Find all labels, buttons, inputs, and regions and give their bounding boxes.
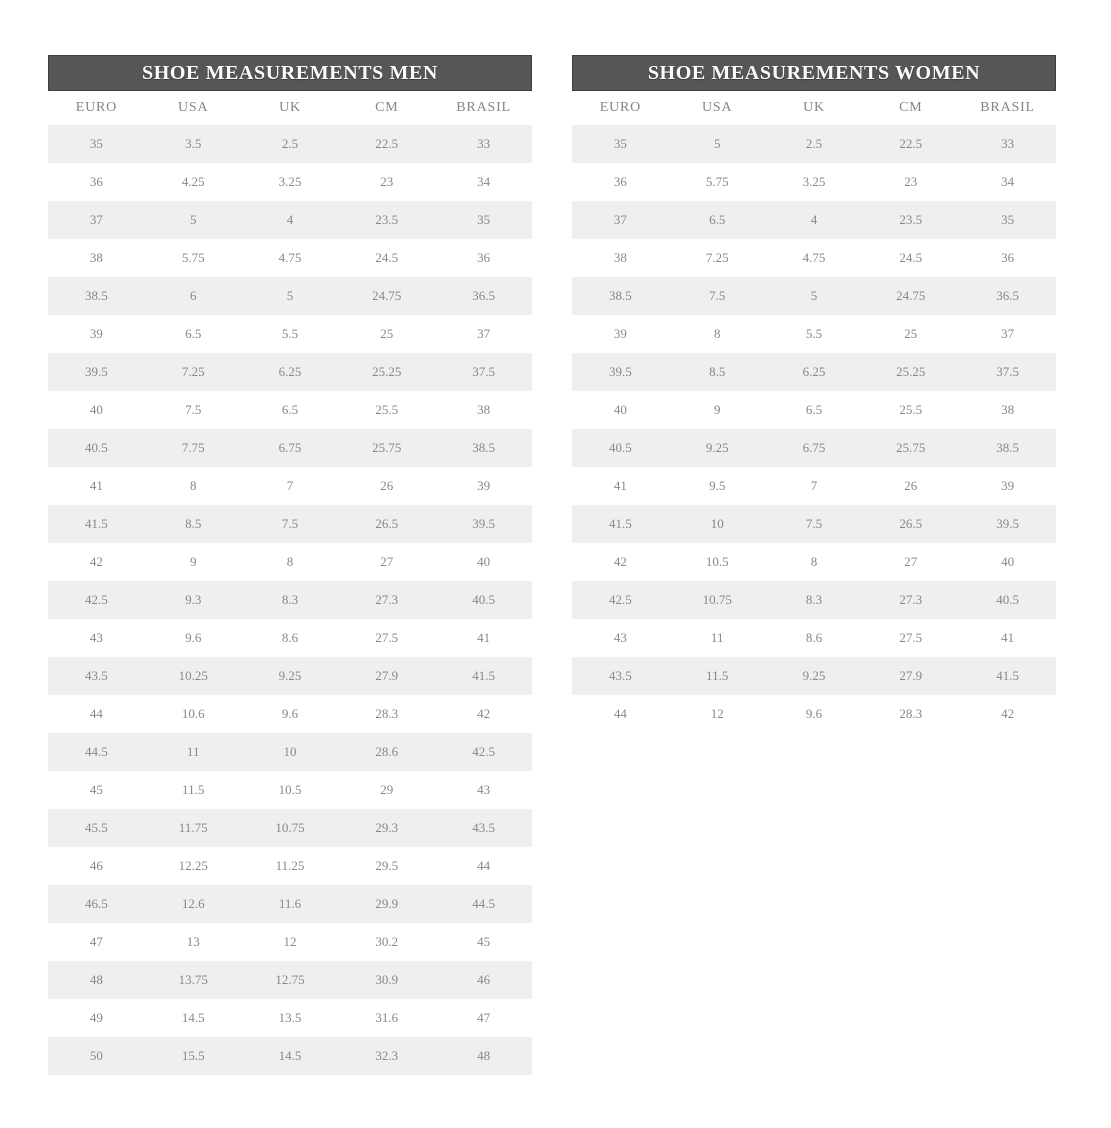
column-header-euro: EURO xyxy=(75,100,118,115)
table-cell: 8 xyxy=(713,326,721,341)
table-row xyxy=(572,201,1056,239)
table-cell: 7 xyxy=(810,478,818,493)
table-cell: 23.5 xyxy=(899,212,923,227)
table-cell: 9.25 xyxy=(802,668,826,683)
table-cell: 29.9 xyxy=(375,896,399,911)
table-row xyxy=(572,695,1056,733)
table-row xyxy=(572,467,1056,505)
table-cell: 24.5 xyxy=(899,250,923,265)
table-cell: 26.5 xyxy=(375,516,399,531)
table-cell: 44.5 xyxy=(85,744,108,759)
table-cell: 25.5 xyxy=(375,402,399,417)
table-cell: 7.75 xyxy=(181,440,205,455)
table-cell: 42 xyxy=(1001,706,1015,721)
table-cell: 24.75 xyxy=(896,288,926,303)
table-cell: 48 xyxy=(477,1048,491,1063)
table-cell: 6.5 xyxy=(281,402,299,417)
table-cell: 35 xyxy=(89,136,103,151)
table-cell: 10.25 xyxy=(178,668,208,683)
table-cell: 12.75 xyxy=(275,972,305,987)
table-row xyxy=(572,239,1056,277)
table-cell: 13.75 xyxy=(178,972,208,987)
table-cell: 39.5 xyxy=(996,516,1019,531)
table-cell: 28.3 xyxy=(375,706,399,721)
table-cell: 10.6 xyxy=(181,706,205,721)
table-cell: 36 xyxy=(89,174,103,189)
table-cell: 26 xyxy=(904,478,918,493)
table-row xyxy=(48,961,532,999)
table-cell: 24.75 xyxy=(372,288,402,303)
table-cell: 29 xyxy=(380,782,394,797)
table-cell: 41.5 xyxy=(85,516,108,531)
table-cell: 47 xyxy=(477,1010,491,1025)
table-cell: 5 xyxy=(286,288,294,303)
table-cell: 39 xyxy=(1001,478,1015,493)
table-cell: 14.5 xyxy=(181,1010,205,1025)
table-cell: 45 xyxy=(89,782,103,797)
table-cell: 38 xyxy=(1001,402,1015,417)
table-cell: 7.5 xyxy=(709,288,726,303)
column-header-brasil: BRASIL xyxy=(456,100,511,115)
table-cell: 10.5 xyxy=(705,554,729,569)
column-header-euro: EURO xyxy=(599,100,642,115)
table-cell: 41 xyxy=(477,630,491,645)
table-cell: 4.25 xyxy=(181,174,205,189)
table-cell: 25.25 xyxy=(896,364,926,379)
table-cell: 10.75 xyxy=(275,820,305,835)
table-cell: 41.5 xyxy=(609,516,632,531)
table-cell: 8.3 xyxy=(805,592,823,607)
table-row xyxy=(572,619,1056,657)
table-cell: 33 xyxy=(477,136,491,151)
table-cell: 37 xyxy=(613,212,627,227)
header-row xyxy=(572,91,1056,125)
table-cell: 40 xyxy=(613,402,627,417)
table-cell: 8.6 xyxy=(805,630,823,645)
table-cell: 42 xyxy=(613,554,627,569)
table-row xyxy=(48,809,532,847)
table-row xyxy=(48,657,532,695)
table-cell: 42.5 xyxy=(85,592,108,607)
header-row xyxy=(48,91,532,125)
table-row xyxy=(48,239,532,277)
table-cell: 9 xyxy=(189,554,197,569)
men-table-title-bar xyxy=(48,55,532,91)
table-cell: 49 xyxy=(89,1010,103,1025)
table-cell: 33 xyxy=(1001,136,1015,151)
table-cell: 7.25 xyxy=(181,364,205,379)
table-cell: 25.25 xyxy=(372,364,402,379)
table-cell: 38.5 xyxy=(609,288,632,303)
table-cell: 9.25 xyxy=(705,440,729,455)
table-cell: 27.9 xyxy=(375,668,399,683)
table-row xyxy=(48,125,532,163)
table-cell: 5 xyxy=(713,136,721,151)
table-cell: 12.25 xyxy=(178,858,208,873)
women-table-body xyxy=(572,125,1056,733)
table-cell: 38 xyxy=(477,402,491,417)
table-cell: 37 xyxy=(477,326,491,341)
table-cell: 5.5 xyxy=(281,326,299,341)
table-cell: 40.5 xyxy=(996,592,1019,607)
table-cell: 22.5 xyxy=(375,136,399,151)
table-cell: 12.6 xyxy=(181,896,205,911)
table-cell: 45 xyxy=(477,934,491,949)
women-size-chart-table xyxy=(572,91,1056,733)
table-cell: 35 xyxy=(1001,212,1015,227)
table-cell: 30.2 xyxy=(375,934,399,949)
table-cell: 4 xyxy=(286,212,294,227)
table-cell: 44.5 xyxy=(472,896,495,911)
table-row xyxy=(48,695,532,733)
table-cell: 14.5 xyxy=(278,1048,302,1063)
table-cell: 32.3 xyxy=(375,1048,399,1063)
table-row xyxy=(572,505,1056,543)
table-cell: 5.75 xyxy=(705,174,729,189)
table-row xyxy=(572,391,1056,429)
table-cell: 8.5 xyxy=(185,516,202,531)
table-cell: 29.3 xyxy=(375,820,399,835)
table-row xyxy=(48,999,532,1037)
table-cell: 9 xyxy=(713,402,721,417)
table-cell: 6.5 xyxy=(805,402,823,417)
table-row xyxy=(48,315,532,353)
table-cell: 15.5 xyxy=(181,1048,205,1063)
table-row xyxy=(48,923,532,961)
table-row xyxy=(572,125,1056,163)
column-header-cm: CM xyxy=(375,100,399,115)
table-cell: 34 xyxy=(1001,174,1015,189)
table-cell: 11 xyxy=(186,744,200,759)
table-cell: 31.6 xyxy=(375,1010,399,1025)
table-cell: 10.75 xyxy=(702,592,732,607)
table-cell: 37.5 xyxy=(472,364,495,379)
table-row xyxy=(572,581,1056,619)
table-cell: 13 xyxy=(186,934,200,949)
table-cell: 41 xyxy=(613,478,627,493)
table-cell: 11.5 xyxy=(706,668,729,683)
table-cell: 8.3 xyxy=(281,592,299,607)
table-cell: 27.5 xyxy=(899,630,923,645)
table-cell: 38 xyxy=(89,250,103,265)
table-row xyxy=(48,277,532,315)
table-cell: 43 xyxy=(613,630,627,645)
table-cell: 23 xyxy=(904,174,918,189)
table-cell: 41 xyxy=(1001,630,1015,645)
table-cell: 4 xyxy=(810,212,818,227)
table-cell: 11.6 xyxy=(278,896,302,911)
table-cell: 9.25 xyxy=(278,668,302,683)
table-cell: 47 xyxy=(89,934,103,949)
table-cell: 25 xyxy=(380,326,394,341)
table-cell: 37.5 xyxy=(996,364,1019,379)
table-cell: 37 xyxy=(1001,326,1015,341)
table-cell: 45.5 xyxy=(85,820,108,835)
table-cell: 3.25 xyxy=(802,174,826,189)
table-cell: 46 xyxy=(477,972,491,987)
table-cell: 40.5 xyxy=(472,592,495,607)
table-row xyxy=(48,543,532,581)
table-cell: 30.9 xyxy=(375,972,399,987)
table-cell: 4.75 xyxy=(802,250,826,265)
table-cell: 42.5 xyxy=(609,592,632,607)
table-cell: 27 xyxy=(904,554,918,569)
table-cell: 38 xyxy=(613,250,627,265)
table-cell: 26 xyxy=(380,478,394,493)
table-cell: 2.5 xyxy=(281,136,299,151)
table-cell: 9.3 xyxy=(185,592,202,607)
table-cell: 43.5 xyxy=(609,668,632,683)
table-cell: 40 xyxy=(1001,554,1015,569)
table-cell: 36 xyxy=(477,250,491,265)
table-cell: 2.5 xyxy=(805,136,823,151)
table-row xyxy=(48,619,532,657)
table-cell: 9.6 xyxy=(185,630,202,645)
table-row xyxy=(48,467,532,505)
table-cell: 35 xyxy=(477,212,491,227)
women-table-title: SHOE MEASUREMENTS WOMEN xyxy=(647,61,981,84)
table-cell: 5 xyxy=(810,288,818,303)
table-cell: 38.5 xyxy=(472,440,495,455)
table-cell: 44 xyxy=(613,706,627,721)
table-cell: 39.5 xyxy=(85,364,108,379)
table-cell: 6.75 xyxy=(802,440,826,455)
table-cell: 41.5 xyxy=(472,668,495,683)
table-cell: 48 xyxy=(89,972,103,987)
table-row xyxy=(48,847,532,885)
table-cell: 40.5 xyxy=(609,440,632,455)
table-cell: 23.5 xyxy=(375,212,399,227)
table-cell: 43 xyxy=(477,782,491,797)
table-cell: 11 xyxy=(710,630,724,645)
table-row xyxy=(48,581,532,619)
table-cell: 7.5 xyxy=(185,402,202,417)
table-cell: 38.5 xyxy=(996,440,1019,455)
men-size-table-section xyxy=(48,55,532,1075)
table-row xyxy=(572,277,1056,315)
table-cell: 6.75 xyxy=(278,440,302,455)
table-cell: 29.5 xyxy=(375,858,399,873)
table-cell: 11.75 xyxy=(178,820,208,835)
table-cell: 46.5 xyxy=(85,896,108,911)
table-cell: 44 xyxy=(477,858,491,873)
table-row xyxy=(572,353,1056,391)
table-cell: 27.5 xyxy=(375,630,399,645)
men-size-chart-table xyxy=(48,91,532,1075)
table-cell: 7 xyxy=(286,478,294,493)
table-cell: 42 xyxy=(477,706,491,721)
table-row xyxy=(572,657,1056,695)
table-cell: 24.5 xyxy=(375,250,399,265)
table-row xyxy=(48,163,532,201)
table-cell: 12 xyxy=(283,934,297,949)
table-cell: 40 xyxy=(477,554,491,569)
table-cell: 10 xyxy=(710,516,724,531)
table-cell: 8 xyxy=(189,478,197,493)
table-row xyxy=(48,885,532,923)
table-cell: 36 xyxy=(1001,250,1015,265)
table-cell: 25 xyxy=(904,326,918,341)
men-table-title: SHOE MEASUREMENTS MEN xyxy=(142,61,438,84)
column-header-brasil: BRASIL xyxy=(980,100,1035,115)
column-header-cm: CM xyxy=(899,100,923,115)
men-table-body xyxy=(48,125,532,1075)
women-size-table-section xyxy=(572,55,1056,733)
table-row xyxy=(572,163,1056,201)
table-cell: 35 xyxy=(613,136,627,151)
table-cell: 9.5 xyxy=(709,478,726,493)
table-cell: 41.5 xyxy=(996,668,1019,683)
table-cell: 27.3 xyxy=(899,592,923,607)
table-cell: 11.25 xyxy=(275,858,305,873)
table-cell: 12 xyxy=(710,706,724,721)
table-cell: 6 xyxy=(189,288,197,303)
table-cell: 8.6 xyxy=(281,630,299,645)
table-cell: 8.5 xyxy=(709,364,726,379)
table-cell: 10.5 xyxy=(278,782,302,797)
table-row xyxy=(48,733,532,771)
table-cell: 34 xyxy=(477,174,491,189)
men-table-header-row xyxy=(48,91,532,125)
table-cell: 7.25 xyxy=(705,250,729,265)
table-cell: 46 xyxy=(89,858,103,873)
table-cell: 5.75 xyxy=(181,250,205,265)
table-cell: 50 xyxy=(89,1048,103,1063)
table-cell: 27.3 xyxy=(375,592,399,607)
table-row xyxy=(48,391,532,429)
table-cell: 23 xyxy=(380,174,394,189)
table-cell: 4.75 xyxy=(278,250,302,265)
table-row xyxy=(572,429,1056,467)
table-cell: 36 xyxy=(613,174,627,189)
table-cell: 6.5 xyxy=(709,212,726,227)
table-cell: 40 xyxy=(89,402,103,417)
table-cell: 10 xyxy=(283,744,297,759)
table-cell: 36.5 xyxy=(996,288,1019,303)
table-cell: 7.5 xyxy=(805,516,823,531)
table-row xyxy=(48,201,532,239)
women-table-header-row xyxy=(572,91,1056,125)
table-row xyxy=(48,353,532,391)
table-cell: 26.5 xyxy=(899,516,923,531)
table-cell: 39 xyxy=(613,326,627,341)
table-row xyxy=(48,429,532,467)
table-cell: 38.5 xyxy=(85,288,108,303)
table-row xyxy=(572,543,1056,581)
table-cell: 11.5 xyxy=(182,782,205,797)
table-cell: 6.5 xyxy=(185,326,202,341)
table-cell: 3.25 xyxy=(278,174,302,189)
table-cell: 6.25 xyxy=(802,364,826,379)
table-cell: 5 xyxy=(189,212,197,227)
table-cell: 39 xyxy=(89,326,103,341)
table-cell: 39.5 xyxy=(472,516,495,531)
table-cell: 6.25 xyxy=(278,364,302,379)
column-header-usa: USA xyxy=(177,100,209,115)
table-cell: 8 xyxy=(810,554,818,569)
table-cell: 42.5 xyxy=(472,744,495,759)
table-cell: 27 xyxy=(380,554,394,569)
women-table-title-bar xyxy=(572,55,1056,91)
table-cell: 25.75 xyxy=(896,440,926,455)
table-cell: 41 xyxy=(89,478,103,493)
table-cell: 3.5 xyxy=(185,136,202,151)
table-row xyxy=(48,771,532,809)
table-cell: 25.75 xyxy=(372,440,402,455)
table-cell: 39.5 xyxy=(609,364,632,379)
table-cell: 43.5 xyxy=(472,820,495,835)
table-cell: 40.5 xyxy=(85,440,108,455)
table-cell: 39 xyxy=(477,478,491,493)
table-cell: 28.6 xyxy=(375,744,399,759)
table-cell: 43 xyxy=(89,630,103,645)
table-cell: 25.5 xyxy=(899,402,923,417)
table-cell: 42 xyxy=(89,554,103,569)
table-cell: 44 xyxy=(89,706,103,721)
column-header-usa: USA xyxy=(701,100,733,115)
table-cell: 9.6 xyxy=(281,706,299,721)
table-cell: 43.5 xyxy=(85,668,108,683)
table-cell: 7.5 xyxy=(281,516,299,531)
table-row xyxy=(48,1037,532,1075)
table-cell: 36.5 xyxy=(472,288,495,303)
table-cell: 27.9 xyxy=(899,668,923,683)
table-cell: 22.5 xyxy=(899,136,923,151)
column-header-uk: UK xyxy=(803,100,825,115)
table-cell: 28.3 xyxy=(899,706,923,721)
column-header-uk: UK xyxy=(279,100,301,115)
table-cell: 8 xyxy=(286,554,294,569)
table-row xyxy=(48,505,532,543)
table-cell: 37 xyxy=(89,212,103,227)
table-cell: 5.5 xyxy=(805,326,823,341)
table-cell: 9.6 xyxy=(805,706,823,721)
table-row xyxy=(572,315,1056,353)
table-cell: 13.5 xyxy=(278,1010,302,1025)
